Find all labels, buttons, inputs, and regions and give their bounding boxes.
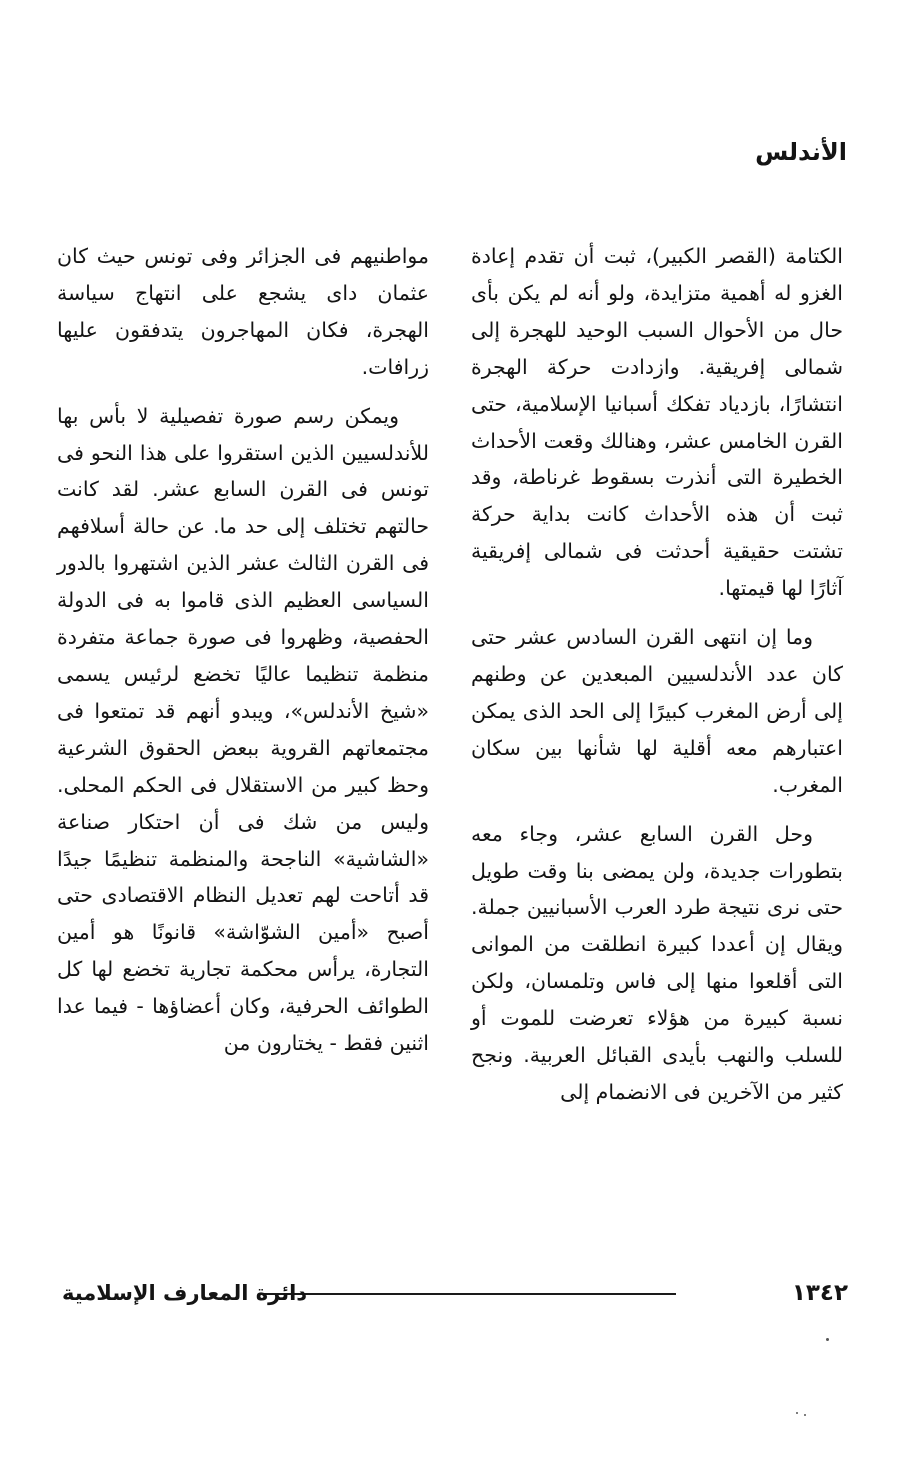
- scan-speck: [804, 1414, 806, 1416]
- paragraph: وحل القرن السابع عشر، وجاء معه بتطورات جديدة، ولن يمضى بنا وقت طويل حتى نرى نتيجة طرد العرب الأسبانيين جملة. ويقال إن أعددا كبيرة انطلقت من الموانى التى أقلعوا منها إلى فاس وتلمسان، ولكن نسبة كبيرة من هؤلاء تعرضت للموت أو للسلب والنهب بأيدى القبائل العربية. ونجح كثير من الآخرين فى الانضمام إلى: [471, 821, 843, 1104]
- running-head-title: الأندلس: [755, 138, 847, 166]
- footer-divider: [260, 1293, 676, 1295]
- paragraph: وما إن انتهى القرن السادس عشر حتى كان عدد الأندلسيين المبعدين عن وطنهم إلى أرض المغرب كبيرًا إلى الحد الذى يمكن اعتبارهم معه أقلية لها شأنها بين سكان المغرب.: [471, 625, 843, 797]
- paragraph: ويمكن رسم صورة تفصيلية لا بأس بها للأندلسيين الذين استقروا على هذا النحو فى تونس فى القرن السابع عشر. لقد كانت حالتهم تختلف إلى حد ما. عن حالة أسلافهم فى القرن الثالث عشر الذين اشتهروا بالدور السياسى العظيم الذى قاموا به فى الدولة الحفصية، وظهروا فى صورة جماعة متفردة منظمة تنظيما عاليًا تخضع لرئيس يسمى «شيخ الأندلس»، ويبدو أنهم قد تمتعوا فى مجتمعاتهم القروية ببعض الحقوق الشرعية وحظ كبير من الاستقلال فى الحكم المحلى. وليس من شك فى أن احتكار صناعة «الشاشية» الناجحة والمنظمة تنظيمًا جيدًا قد أتاحت لهم تعديل النظام الاقتصادى حتى أصبح «أمين الشوّاشة» قانونًا هو أمين التجارة، يرأس محكمة تجارية تخضع لها كل الطوائف الحرفية، وكان أعضاؤها - فيما عدا اثنين فقط - يختارون من: [57, 403, 429, 1056]
- left-text-column: [57, 238, 429, 1074]
- scan-speck: [826, 1338, 829, 1341]
- paragraph: الكتامة (القصر الكبير)، ثبت أن تقدم إعادة الغزو له أهمية متزايدة، ولو أنه لم يكن بأى حال من الأحوال السبب الوحيد للهجرة إلى شمالى إفريقية. وازدادت حركة الهجرة انتشارًا، بازدياد تفكك أسبانيا الإسلامية، حتى القرن الخامس عشر، وهنالك وقعت الأحداث الخطيرة التى أنذرت بسقوط غرناطة، وقد ثبت أن هذه الأحداث كانت بداية حركة تشتت حقيقية أحدثت فى شمالى إفريقية آثارًا لها قيمتها.: [471, 244, 843, 601]
- page-footer: [62, 1275, 848, 1311]
- publication-title: دائرة المعارف الإسلامية: [62, 1281, 308, 1305]
- page-number: ١٣٤٢: [791, 1280, 848, 1306]
- paragraph: مواطنيهم فى الجزائر وفى تونس حيث كان عثمان داى يشجع على انتهاج سياسة الهجرة، فكان المهاجرون يتدفقون عليها زرافات.: [57, 244, 429, 379]
- scan-speck: [796, 1412, 798, 1414]
- right-text-column: [471, 238, 843, 1123]
